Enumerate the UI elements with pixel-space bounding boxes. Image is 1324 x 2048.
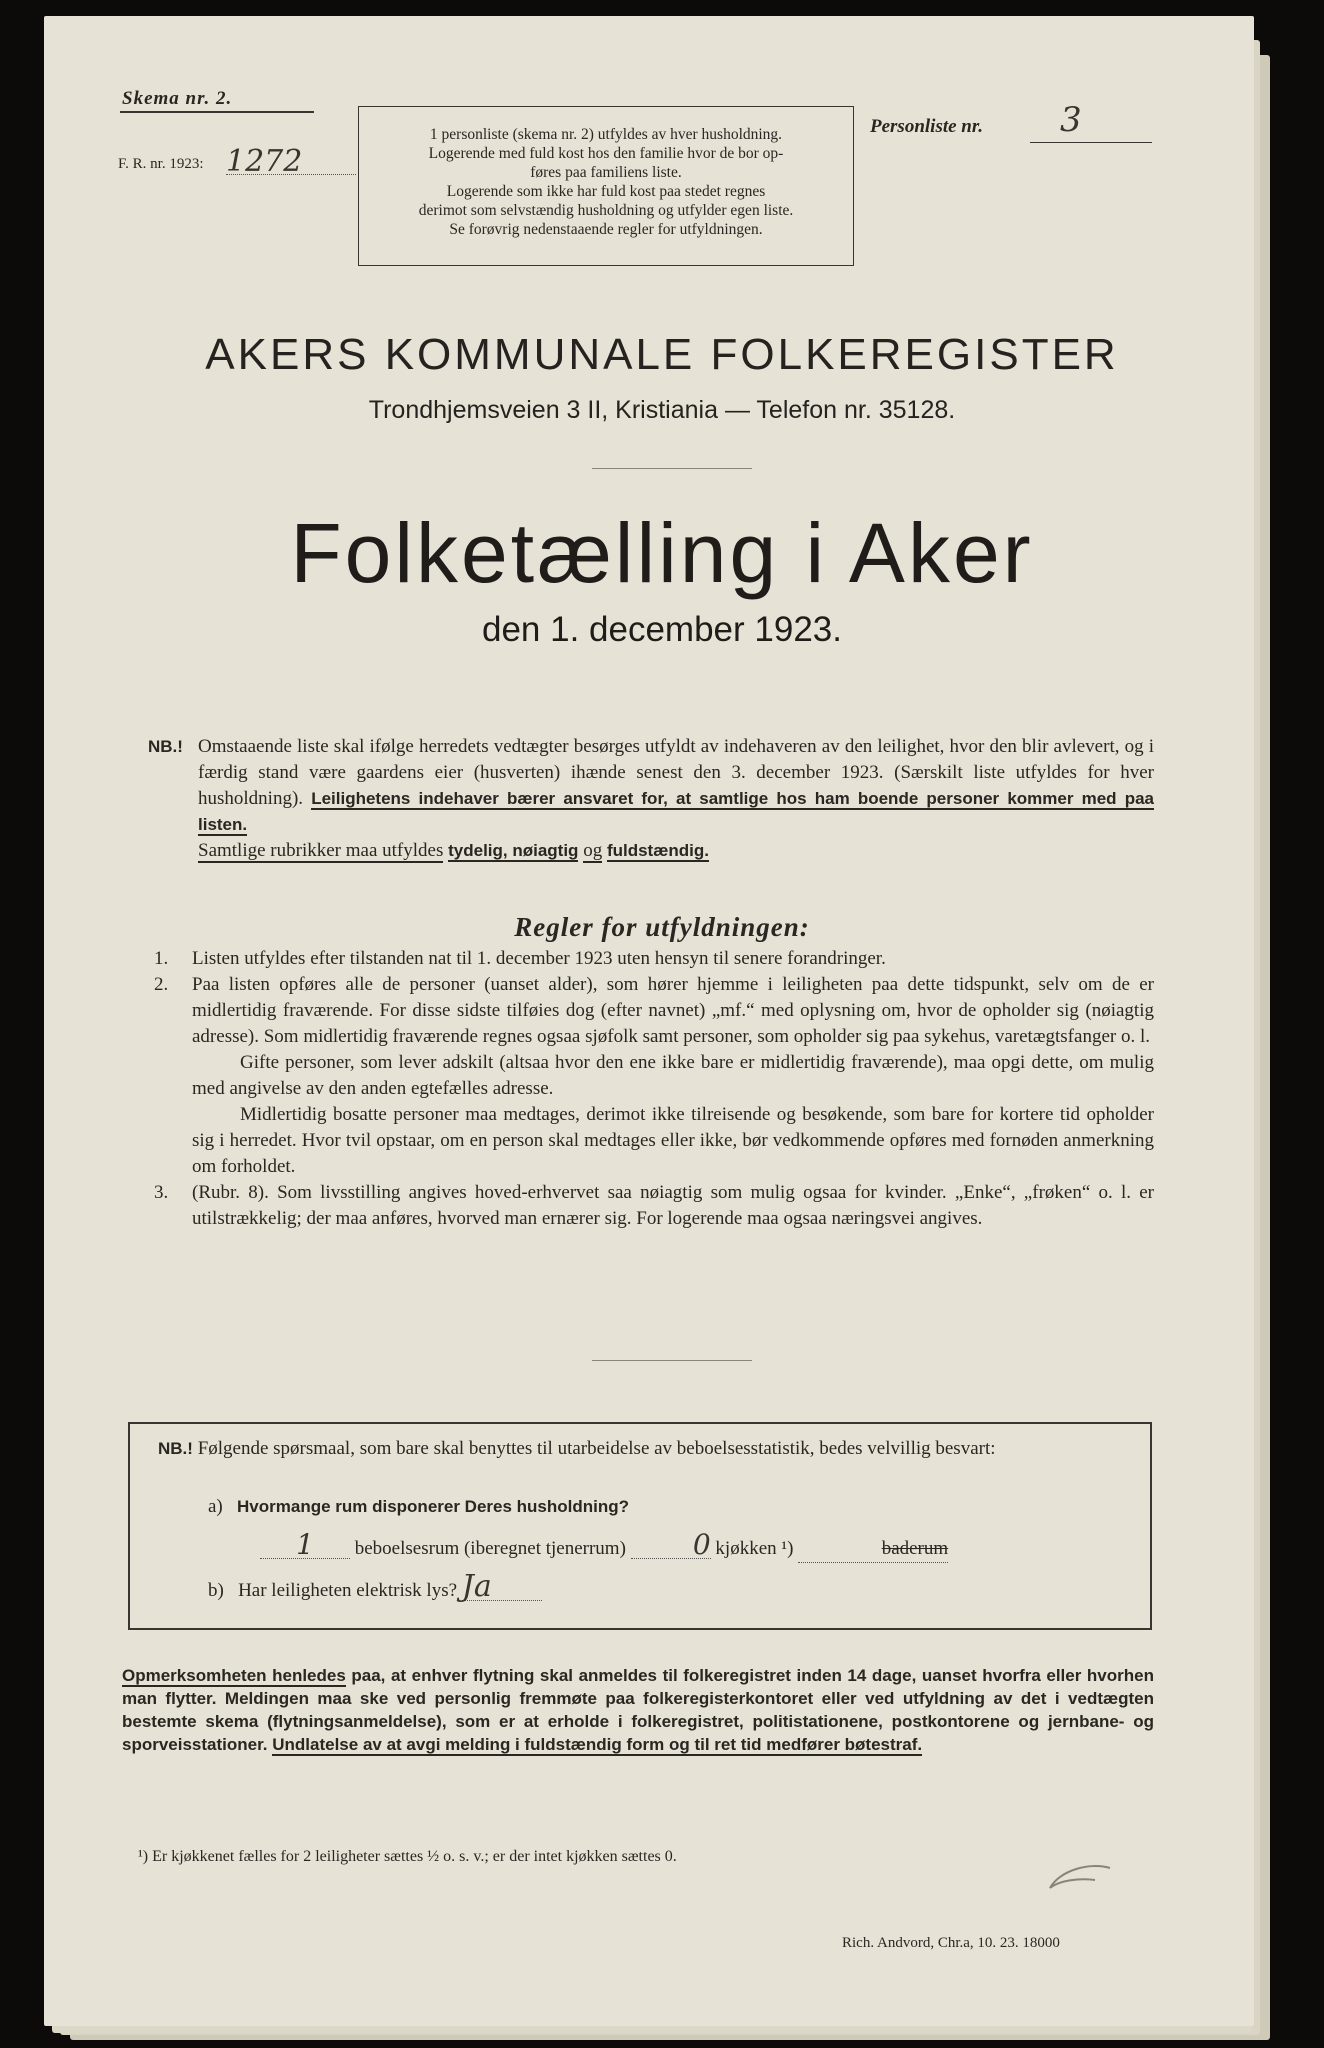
rooms-value[interactable]: 1 bbox=[260, 1532, 350, 1559]
nb-text-part: Omstaaende liste skal ifølge herredets vedtægter besørges utfyldt av indehaveren av den leilighet, hvor den blir avlevert, og i færdig stand være gaardens eier (husverten) ihænde senest den 3. december 1923. (Særskilt liste utfyldes for hver husholdning). bbox=[198, 736, 1154, 809]
divider bbox=[592, 1360, 752, 1361]
rule-text: (Rubr. 8). Som livsstilling angives hoved-erhvervet saa nøiagtig som mulig ogsaa for kvinder. „Enke“, „frøken“ o. l. er utilstrækkelig; der maa anføres, hvorved man ernærer sig. For logerende maa ogsaa næringsvei angives. bbox=[192, 1182, 1154, 1229]
rules-heading: Regler for utfyldningen: bbox=[514, 912, 810, 942]
personliste-value: 3 bbox=[1060, 100, 1082, 140]
rules-list bbox=[152, 946, 1154, 1232]
printer-imprint: Rich. Andvord, Chr.a, 10. 23. 18000 bbox=[842, 1935, 1060, 1951]
organization-address: Trondhjemsveien 3 II, Kristiania — Telefon nr. 35128. bbox=[368, 396, 956, 424]
housing-intro-text: Følgende spørsmaal, som bare skal benyttes til utarbeidelse av beboelsesstatistik, bedes velvillig besvart: bbox=[197, 1438, 996, 1459]
instruction-line: Se forøvrig nedenstaaende regler for utfyldningen. bbox=[449, 221, 763, 238]
footnote: ¹) Er kjøkkenet fælles for 2 leiligheter sættes ½ o. s. v.; er der intet kjøkken sættes 0. bbox=[138, 1848, 677, 1865]
question-b-text: Har leiligheten elektrisk lys? bbox=[238, 1580, 458, 1601]
nb-label: NB.! bbox=[148, 737, 183, 756]
notice-lead: Opmerksomheten henledes bbox=[122, 1666, 346, 1685]
rule-text: Gifte personer, som lever adskilt (altsaa hvor den ene ikke bare er midlertidig fraværende), maa opgi dette, om mulig med angivelse av den anden egtefælles adresse. bbox=[192, 1052, 1154, 1099]
rule-text: Listen utfyldes efter tilstanden nat til 1. december 1923 uten hensyn til senere forandringer. bbox=[192, 948, 886, 969]
rule-number: 2. bbox=[154, 974, 169, 995]
kitchen-label: kjøkken ¹) bbox=[715, 1538, 794, 1559]
nb-emphasis: fuldstændig. bbox=[606, 841, 709, 860]
rule-item bbox=[152, 972, 1154, 1050]
rule-item bbox=[152, 1050, 1154, 1102]
instruction-line: derimot som selvstændig husholdning og utfylder egen liste. bbox=[418, 202, 794, 219]
instruction-line: Logerende som ikke har fuld kost paa stedet regnes bbox=[446, 183, 766, 200]
organization-name: AKERS KOMMUNALE FOLKEREGISTER bbox=[205, 330, 1119, 379]
bath-label: baderum bbox=[881, 1538, 949, 1559]
question-a bbox=[208, 1494, 629, 1520]
nb-label: NB.! bbox=[158, 1439, 193, 1458]
rule-text: Paa listen opføres alle de personer (uanset alder), som hører hjemme i leiligheten paa dette tidspunkt, selv om de er midlertidig fraværende. For disse sidste tilføies dog (efter navnet) „mf.“ med oplysning om, hvor de opholder sig (nøiagtig adresse). Som midlertidig fraværende regnes ogsaa sjøfolk samt personer, som opholder sig paa sykehus, varetægtsfanger o. l. bbox=[192, 974, 1154, 1047]
skema-number: Skema nr. 2. bbox=[120, 88, 314, 113]
rooms-label: beboelsesrum (iberegnet tjenerrum) bbox=[354, 1538, 626, 1559]
notice-body: paa, at enhver flytning skal anmeldes til folkeregistret inden 14 dage, uanset hvorfra eller hvorhen man flytter. Meldingen maa ske ved personlig fremmøte paa folkeregisterkontoret eller ved utfyldning av det i vedtægten bestemte skema (flytningsanmeldelse), som er at erholde i folkeregistret, politistationene, postkontorene og jernbane- og sporveisstationer. bbox=[122, 1666, 1154, 1754]
instruction-line: Logerende med fuld kost hos den familie hvor de bor op- bbox=[428, 145, 784, 162]
rule-number: 3. bbox=[154, 1182, 169, 1203]
fr-number-label: F. R. nr. 1923: bbox=[118, 156, 204, 172]
fr-number-value: 1272 bbox=[226, 144, 303, 179]
personliste-label: Personliste nr. bbox=[870, 116, 983, 137]
electric-light-value[interactable]: Ja bbox=[462, 1574, 542, 1601]
divider bbox=[592, 468, 752, 469]
rule-item bbox=[152, 1180, 1154, 1232]
kitchen-value[interactable]: 0 bbox=[631, 1532, 711, 1559]
instructions-box bbox=[358, 106, 854, 266]
rule-item bbox=[152, 946, 1154, 972]
moving-notice bbox=[122, 1664, 1154, 1756]
question-a-label: a) bbox=[208, 1496, 223, 1517]
nb-text-part: og bbox=[583, 840, 603, 861]
nb-text bbox=[198, 734, 1154, 864]
rule-item bbox=[152, 1102, 1154, 1180]
nb-text-part: Samtlige rubrikker maa utfyldes bbox=[198, 840, 444, 861]
rule-number: 1. bbox=[154, 948, 169, 969]
personliste-line bbox=[1030, 142, 1152, 143]
question-b bbox=[208, 1569, 542, 1604]
bath-field[interactable] bbox=[798, 1536, 948, 1563]
housing-questions-box bbox=[128, 1422, 1152, 1630]
nb-notice bbox=[148, 734, 1154, 864]
instruction-line: 1 personliste (skema nr. 2) utfyldes av hver husholdning. bbox=[429, 126, 783, 143]
census-date: den 1. december 1923. bbox=[482, 610, 842, 649]
housing-intro bbox=[158, 1436, 1122, 1462]
rooms-row bbox=[260, 1528, 949, 1563]
notice-penalty: Undlatelse av at avgi melding i fuldstændig form og til ret tid medfører bøtestraf. bbox=[272, 1735, 923, 1754]
rule-text: Midlertidig bosatte personer maa medtages, derimot ikke tilreisende og besøkende, som bare for kortere tid opholder sig i herredet. Hvor tvil opstaar, om en person skal medtages eller ikke, bør vedkommende opføres med fornøden anmerkning om forholdet. bbox=[192, 1104, 1154, 1177]
question-a-text: Hvormange rum disponerer Deres husholdning? bbox=[237, 1497, 630, 1516]
page-title: Folketælling i Aker bbox=[290, 506, 1034, 600]
fr-number-line bbox=[226, 174, 356, 175]
nb-responsibility: Leilighetens indehaver bærer ansvaret for, at samtlige hos ham boende personer kommer med paa listen. bbox=[198, 789, 1154, 834]
instruction-line: føres paa familiens liste. bbox=[530, 164, 682, 181]
nb-emphasis: tydelig, nøiagtig bbox=[448, 841, 579, 860]
pencil-mark bbox=[1040, 1860, 1120, 1900]
question-b-label: b) bbox=[208, 1580, 224, 1601]
